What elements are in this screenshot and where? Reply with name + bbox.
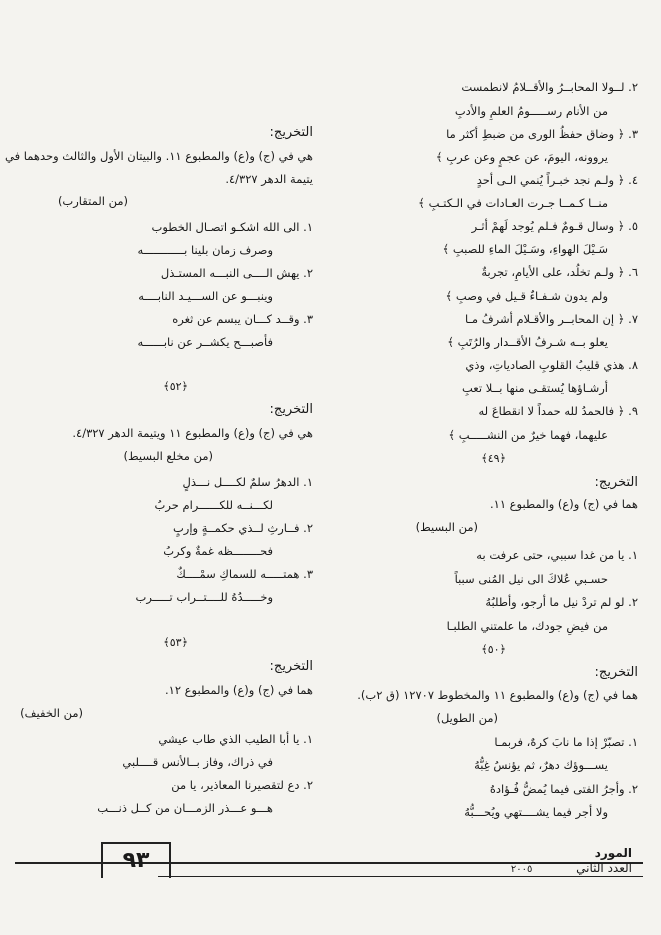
verse-line: هـــو عـــذر الزمـــان من كــل ذنـــب [97, 801, 273, 815]
verse-line: سَـيْلَ الهواءِ، وسَـيْلَ الماءِ للصببِ ﴾ [442, 242, 608, 256]
verse-line: وصرف زمان بلينا بــــــــــــه [137, 243, 273, 257]
verse-line: ١. يا أبا الطيب الذي طاب عيشي [158, 732, 313, 746]
verse-line: لكـــنــه للكــــــرام حربُ [154, 498, 273, 512]
verse-line: ٦. ﴿ ولـم تخلُد، على الأيامِ، تجربةٌ [481, 265, 638, 279]
verse-line: ٥. ﴿ وسال قـومٌ فـلم يُوجد لَهمْ أثـر [471, 219, 638, 233]
verse-line: فأصبـــح يكشــر عن نابــــــه [137, 335, 273, 349]
verse-line: ٨. هذي قليبُ القلوبِ الصادياتِ، وذي [465, 358, 638, 372]
verse-line: ١. الدهرُ سلمٌ لكــــل نـــذلٍ [182, 475, 313, 489]
verse-line: ٢. لــولا المحابــرُ والأقــلامُ لانطمست [461, 80, 638, 94]
verse-line: ١. الى الله اشكـو اتصـال الخطوب [151, 220, 313, 234]
verse-line: حسـبي عُلاكَ الى نيل المُنى سبباً [454, 572, 608, 586]
takhrij-heading: التخريج: [269, 125, 313, 140]
verse-line: ٩. ﴿ فالحمدُ لله حمداً لا انقطاعَ له [478, 404, 638, 418]
verse-line: عليهما، فهما خيرٌ من النشـــــبِ ﴾ [448, 428, 608, 442]
poem-number-ornament: ﴿٥٣﴾ [163, 636, 188, 649]
takhrij-heading: التخريج: [269, 659, 313, 674]
verse-line: ٢. وأجرُ الفتى فيما يُمضُّ فُـؤادهُ [489, 782, 638, 796]
verse-line: ٣. وقــد كـــان يبسم عن ثغره [172, 312, 313, 326]
poem-number-ornament: ﴿٥٠﴾ [481, 643, 506, 656]
verse-line: ٣. همتـــــه للسماكِ سمْــــكٌ [176, 567, 313, 581]
verse-line: أرشـاؤها يُستقـى منها بــلا تعبِ [462, 381, 608, 395]
verse-line: يروونه، اليومَ، عن عجمٍ وعن عربِ ﴾ [435, 150, 608, 164]
verse-line: ٧. ﴿ إن المحابــر والأقـلام أشرفُ مـا [465, 312, 638, 326]
meter-label: (من الخفيف) [20, 706, 83, 720]
verse-line: من الأنام رســـــومُ العلمِ والأدبِ [454, 104, 608, 118]
takhrij-heading: التخريج: [269, 402, 313, 417]
journal-masthead [452, 846, 632, 877]
takhrij-heading: التخريج: [594, 475, 638, 490]
verse-line: ١. يا من غدا سببي، حتى عرفت به [476, 548, 638, 562]
takhrij-text: هي في (ج) و(ع) والمطبوع ١١. والبيتان الأول والثالث وحدهما في [5, 149, 313, 163]
verse-line: ٢. دع لتقصيرنا المعاذير، يا من [171, 778, 313, 792]
page-number: ٩٣ [101, 842, 171, 878]
verse-line: ولا أجر فيما يشــــتهي ويُحـــبُّهُ [464, 805, 608, 819]
verse-line: منــا كـمــا جـرت العـادات في الـكتـبِ ﴾ [418, 196, 608, 210]
meter-label: (من مخلع البسيط) [123, 449, 213, 463]
verse-line: ٢. فــارثِ لــذي حكمــةٍ وإربٍ [172, 521, 313, 535]
issue-year: ٢٠٠٥ [510, 864, 533, 875]
meter-label: (من الطويل) [436, 711, 498, 725]
issue-line [452, 861, 632, 877]
verse-line: ١. تصبّرْ إذا ما نابَ كرهٌ، فربمـا [494, 735, 638, 749]
verse-line: ٣. ﴿ وضاق حفظُ الورى من ضبطِ أكثر ما [446, 127, 638, 141]
verse-line: في ذراك، وفاز بــالأنس قــــلبي [122, 755, 273, 769]
takhrij-text: هما في (ج) و(ع) والمطبوع ١١ والمخطوط ١٢٧٠٧ (ق ٢ب). [357, 688, 638, 702]
verse-line: ٤. ﴿ ولـم نجد خبـراً يُنمي الـى أحدٍ [476, 173, 638, 187]
meter-label: (من البسيط) [415, 520, 478, 534]
poem-number-ornament: ﴿٥٢﴾ [163, 380, 188, 393]
issue-label: العدد الثاني [576, 861, 632, 875]
verse-line: وينبـــو عن الســـيـد النابــــه [138, 289, 273, 303]
journal-name: المورد [594, 846, 632, 860]
verse-line: يســـوؤك دهرٌ، ثم يؤنسُ غِبُّهُ [474, 758, 608, 772]
takhrij-text: هي في (ج) و(ع) والمطبوع ١١ ويتيمة الدهر ٤/٣٢٧. [72, 426, 313, 440]
takhrij-text: هما في (ج) و(ع) والمطبوع ١٢. [165, 683, 313, 697]
takhrij-text: يتيمة الدهر ٤/٣٢٧. [225, 172, 313, 186]
verse-line: وخـــــدُهُ للــــتــراب تـــــرب [135, 590, 273, 604]
verse-line: ٢. يهش الــــى النبـــه المستـذل [160, 266, 313, 280]
takhrij-heading: التخريج: [594, 665, 638, 680]
verse-line: يعلو بــه شـرفُ الأقــدار والرُتَبِ ﴾ [447, 335, 608, 349]
verse-line: ولم يدون شـفـاءٌ قـيل في وصبِ ﴾ [445, 289, 608, 303]
poem-number-ornament: ﴿٤٩﴾ [481, 452, 506, 465]
verse-line: من فيضِ جودك، ما علمتني الطلبـا [446, 619, 608, 633]
takhrij-text: هما في (ج) و(ع) والمطبوع ١١. [490, 497, 638, 511]
verse-line: فحــــــــظه غمةٌ وكربُ [163, 544, 273, 558]
meter-label: (من المتقارب) [57, 194, 128, 208]
verse-line: ٢. لو لم تردْ نيل ما أرجو، وأطلبُهُ [485, 595, 638, 609]
